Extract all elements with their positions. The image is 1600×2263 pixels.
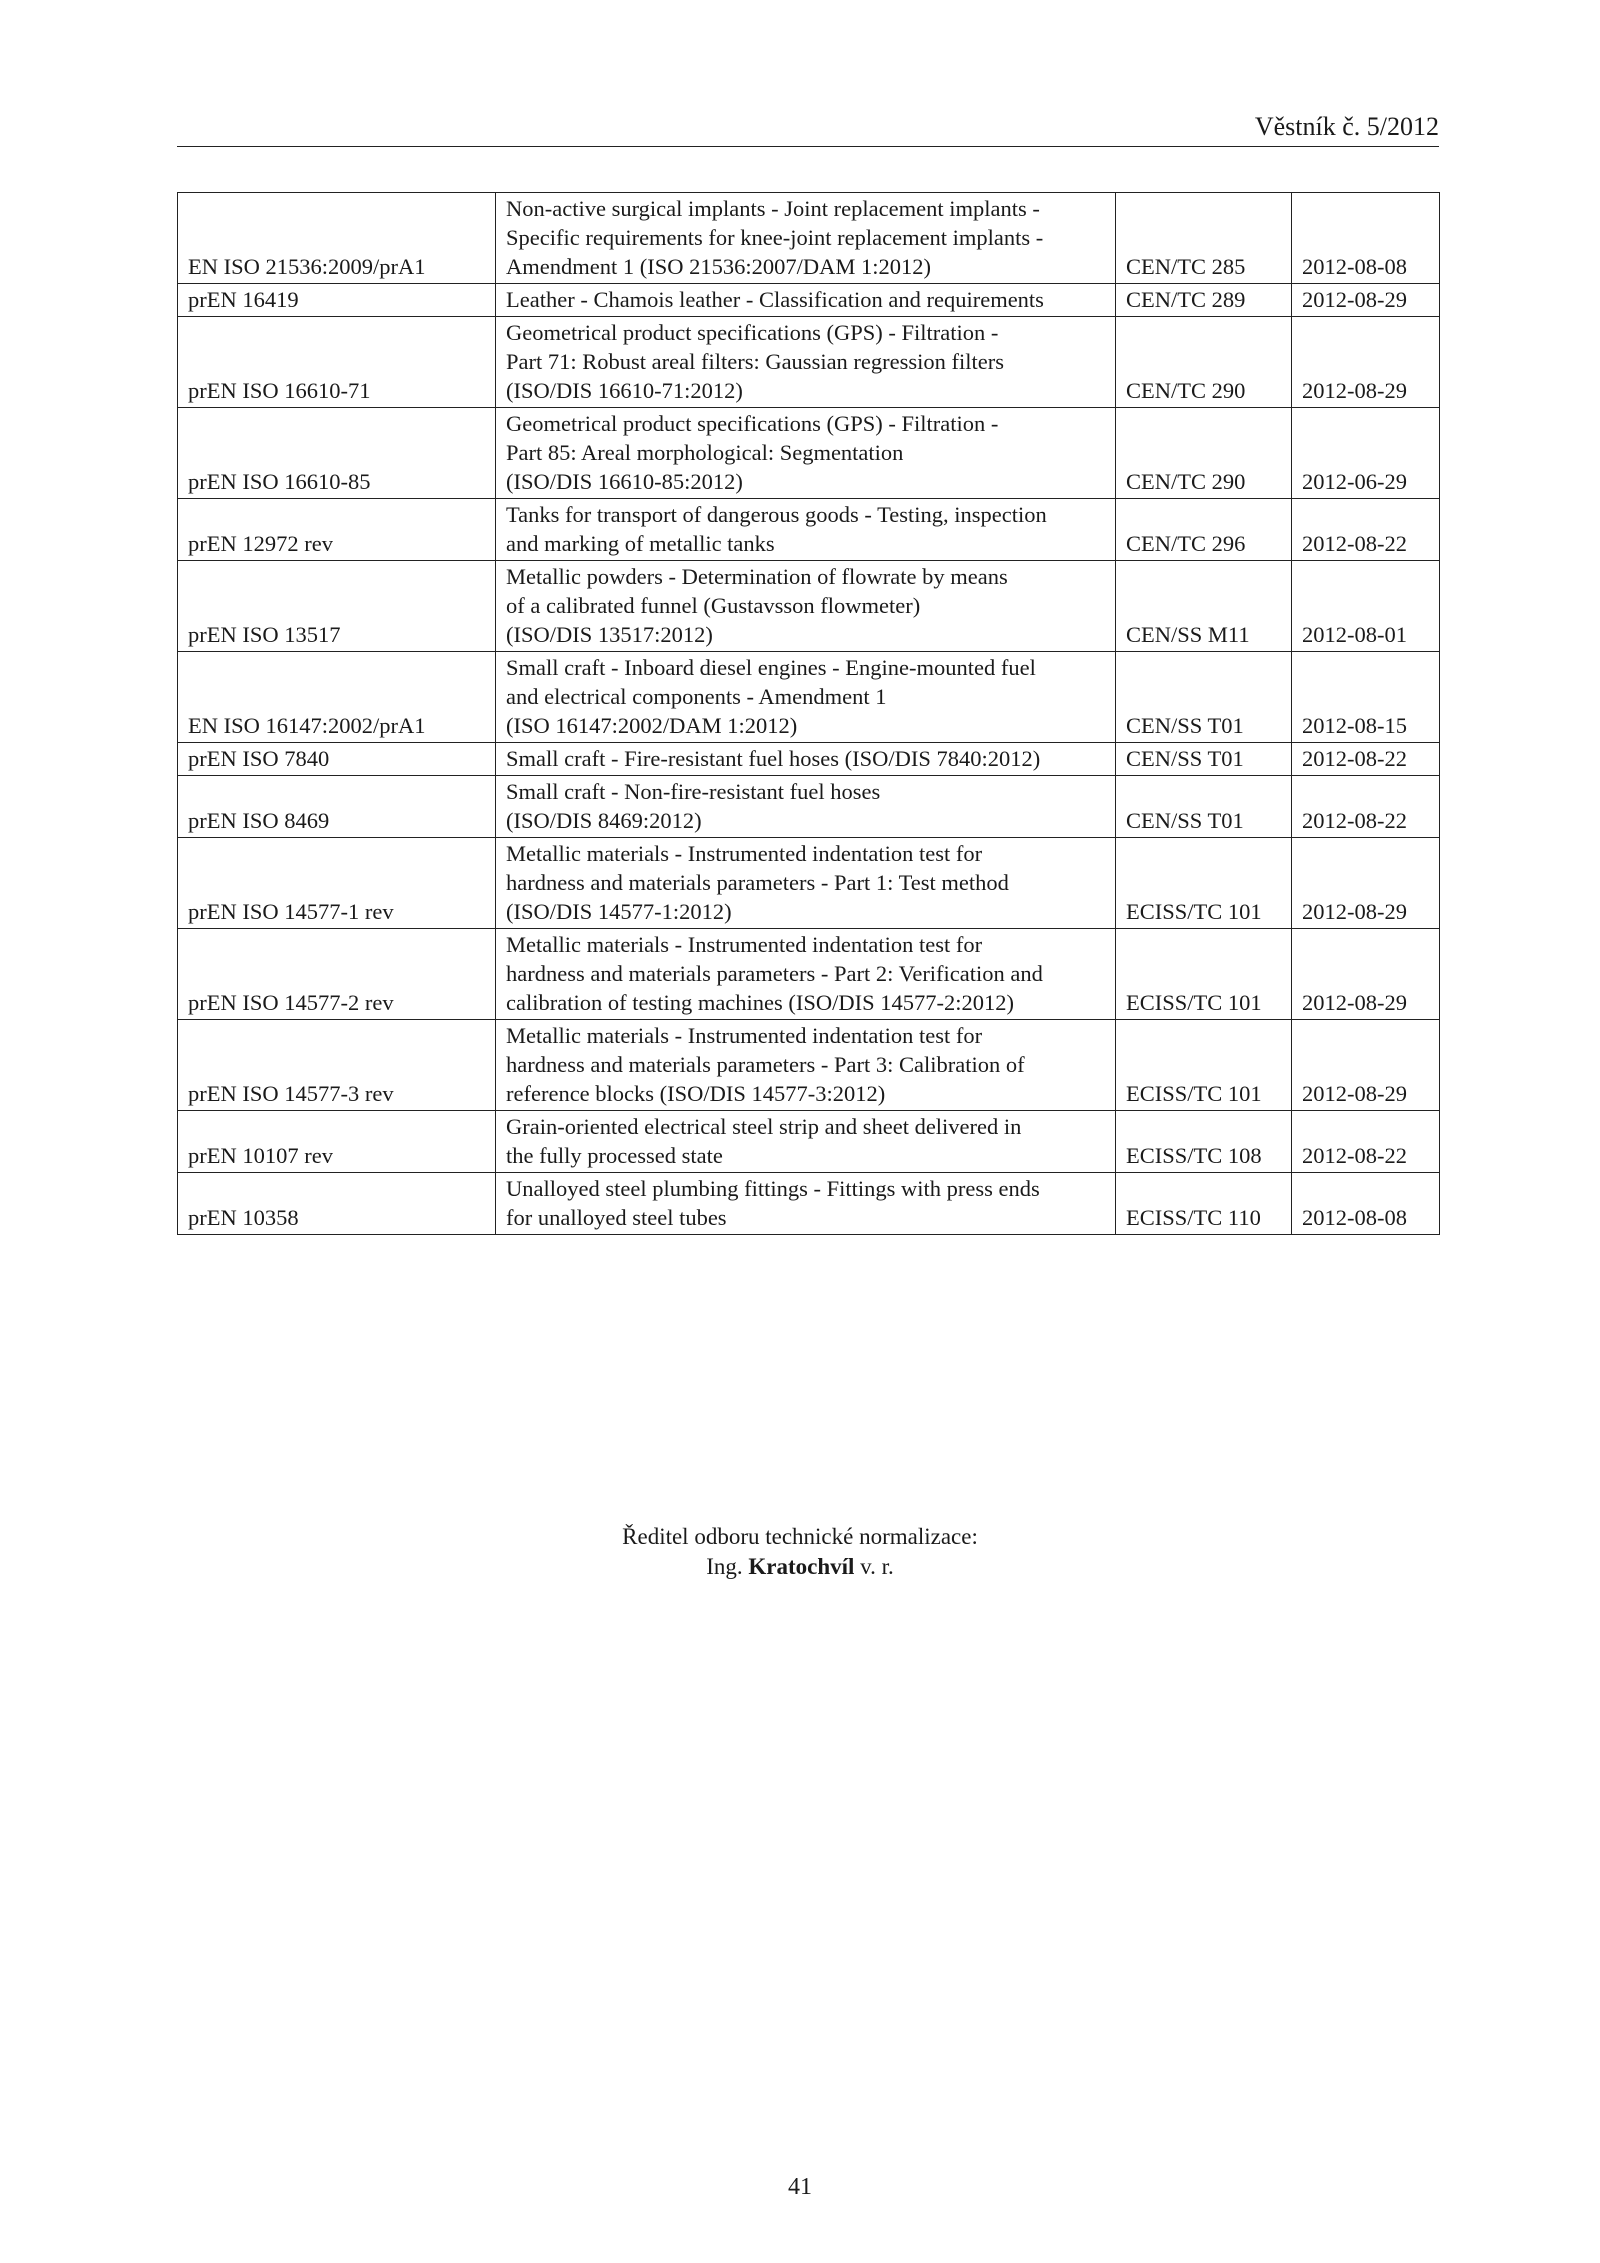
- standard-code-cell: prEN 12972 rev: [178, 499, 496, 561]
- standard-code-cell: prEN ISO 14577-2 rev: [178, 929, 496, 1020]
- date-cell: 2012-08-01: [1292, 561, 1440, 652]
- standard-code-cell: prEN ISO 14577-3 rev: [178, 1020, 496, 1111]
- table-row: [178, 1173, 1440, 1235]
- committee-cell: CEN/TC 290: [1116, 317, 1292, 408]
- standard-code-cell: prEN ISO 14577-1 rev: [178, 838, 496, 929]
- committee-cell: CEN/SS T01: [1116, 743, 1292, 776]
- signature-prefix: Ing.: [706, 1554, 743, 1579]
- table-row: [178, 561, 1440, 652]
- signature-block: [0, 1522, 1600, 1582]
- table-row: [178, 499, 1440, 561]
- standard-code-cell: prEN ISO 16610-85: [178, 408, 496, 499]
- standard-code-cell: prEN ISO 13517: [178, 561, 496, 652]
- page-header: [177, 110, 1439, 147]
- date-cell: 2012-08-22: [1292, 776, 1440, 838]
- committee-cell: ECISS/TC 101: [1116, 1020, 1292, 1111]
- committee-cell: ECISS/TC 101: [1116, 838, 1292, 929]
- page-number: 41: [788, 2174, 812, 2200]
- table-row: [178, 193, 1440, 284]
- committee-cell: CEN/TC 296: [1116, 499, 1292, 561]
- standard-title-cell: Unalloyed steel plumbing fittings - Fittings with press ends for unalloyed steel tubes: [496, 1173, 1116, 1235]
- table-row: [178, 838, 1440, 929]
- committee-cell: CEN/SS T01: [1116, 776, 1292, 838]
- committee-cell: CEN/TC 289: [1116, 284, 1292, 317]
- date-cell: 2012-08-15: [1292, 652, 1440, 743]
- table-row: [178, 284, 1440, 317]
- date-cell: 2012-08-29: [1292, 929, 1440, 1020]
- date-cell: 2012-08-22: [1292, 1111, 1440, 1173]
- standard-title-cell: Metallic materials - Instrumented indentation test for hardness and materials parameters - Part 2: Verification and calibration of testing machines (ISO/DIS 14577-2:2012): [496, 929, 1116, 1020]
- standard-title-cell: Geometrical product specifications (GPS) - Filtration - Part 85: Areal morphological: Segmentation (ISO/DIS 16610-85:2012): [496, 408, 1116, 499]
- committee-cell: ECISS/TC 108: [1116, 1111, 1292, 1173]
- standard-title-cell: Tanks for transport of dangerous goods - Testing, inspection and marking of metallic tanks: [496, 499, 1116, 561]
- date-cell: 2012-08-29: [1292, 284, 1440, 317]
- standard-title-cell: Small craft - Inboard diesel engines - Engine-mounted fuel and electrical components - Amendment 1 (ISO 16147:2002/DAM 1:2012): [496, 652, 1116, 743]
- date-cell: 2012-08-08: [1292, 193, 1440, 284]
- standard-code-cell: EN ISO 21536:2009/prA1: [178, 193, 496, 284]
- signature-name: Kratochvíl: [748, 1554, 855, 1579]
- table-row: [178, 408, 1440, 499]
- committee-cell: ECISS/TC 110: [1116, 1173, 1292, 1235]
- table-row: [178, 652, 1440, 743]
- date-cell: 2012-08-29: [1292, 838, 1440, 929]
- signature-role: Ředitel odboru technické normalizace:: [622, 1524, 978, 1549]
- standard-code-cell: prEN 16419: [178, 284, 496, 317]
- date-cell: 2012-08-22: [1292, 743, 1440, 776]
- standard-title-cell: Non-active surgical implants - Joint replacement implants - Specific requirements for knee-joint replacement implants - Amendment 1 (ISO 21536:2007/DAM 1:2012): [496, 193, 1116, 284]
- standard-title-cell: Small craft - Non-fire-resistant fuel hoses (ISO/DIS 8469:2012): [496, 776, 1116, 838]
- table-row: [178, 743, 1440, 776]
- table-row: [178, 317, 1440, 408]
- standard-title-cell: Small craft - Fire-resistant fuel hoses (ISO/DIS 7840:2012): [496, 743, 1116, 776]
- standard-code-cell: prEN 10107 rev: [178, 1111, 496, 1173]
- signature-name-line: [0, 1552, 1600, 1582]
- date-cell: 2012-08-29: [1292, 317, 1440, 408]
- table-row: [178, 1020, 1440, 1111]
- standard-title-cell: Metallic powders - Determination of flowrate by means of a calibrated funnel (Gustavsson flowmeter) (ISO/DIS 13517:2012): [496, 561, 1116, 652]
- standard-title-cell: Metallic materials - Instrumented indentation test for hardness and materials parameters - Part 1: Test method (ISO/DIS 14577-1:2012): [496, 838, 1116, 929]
- table-row: [178, 1111, 1440, 1173]
- journal-title: Věstník č. 5/2012: [1254, 112, 1439, 141]
- standard-code-cell: prEN ISO 8469: [178, 776, 496, 838]
- standards-table-body: [178, 193, 1440, 1235]
- committee-cell: ECISS/TC 101: [1116, 929, 1292, 1020]
- committee-cell: CEN/TC 290: [1116, 408, 1292, 499]
- signature-suffix: v. r.: [860, 1554, 894, 1579]
- standard-title-cell: Grain-oriented electrical steel strip and sheet delivered in the fully processed state: [496, 1111, 1116, 1173]
- committee-cell: CEN/SS M11: [1116, 561, 1292, 652]
- committee-cell: CEN/TC 285: [1116, 193, 1292, 284]
- date-cell: 2012-06-29: [1292, 408, 1440, 499]
- standard-code-cell: prEN 10358: [178, 1173, 496, 1235]
- table-row: [178, 929, 1440, 1020]
- standard-code-cell: prEN ISO 16610-71: [178, 317, 496, 408]
- standard-title-cell: Leather - Chamois leather - Classification and requirements: [496, 284, 1116, 317]
- standards-table: [177, 192, 1440, 1235]
- standard-title-cell: Metallic materials - Instrumented indentation test for hardness and materials parameters - Part 3: Calibration of reference blocks (ISO/DIS 14577-3:2012): [496, 1020, 1116, 1111]
- table-row: [178, 776, 1440, 838]
- standard-code-cell: EN ISO 16147:2002/prA1: [178, 652, 496, 743]
- date-cell: 2012-08-08: [1292, 1173, 1440, 1235]
- standard-code-cell: prEN ISO 7840: [178, 743, 496, 776]
- date-cell: 2012-08-22: [1292, 499, 1440, 561]
- date-cell: 2012-08-29: [1292, 1020, 1440, 1111]
- committee-cell: CEN/SS T01: [1116, 652, 1292, 743]
- standard-title-cell: Geometrical product specifications (GPS) - Filtration - Part 71: Robust areal filters: Gaussian regression filters (ISO/DIS 16610-71:2012): [496, 317, 1116, 408]
